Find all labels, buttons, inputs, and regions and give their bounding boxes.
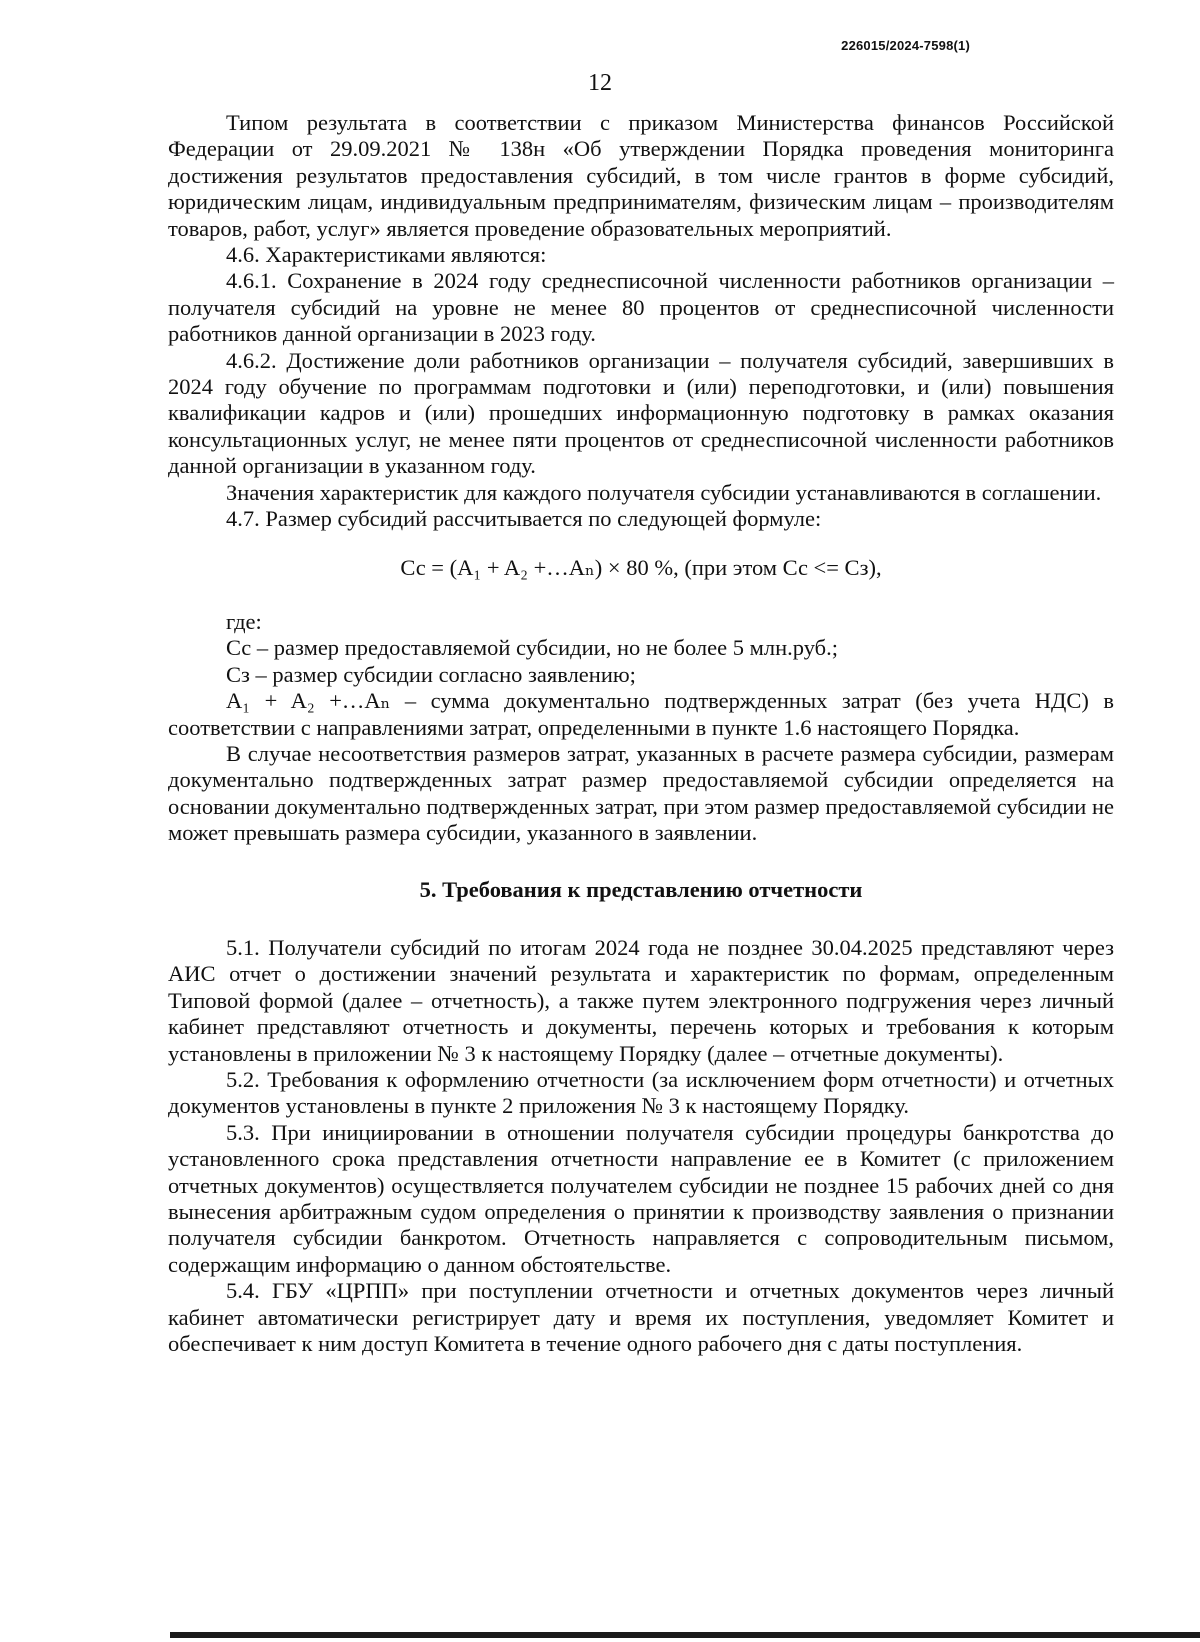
result-type-paragraph: Типом результата в соответствии с приказом Министерства финансов Российской Федерации от 29.09.2021 № 138н «Об утверждении Порядка проведения мониторинга достижения результатов предоставления субсидий, в том числе грантов в форме субсидий, юридическим лицам, индивидуальным предпринимателям, физическим лицам – производителям товаров, работ, услуг» является проведение образовательных мероприятий.: [168, 110, 1114, 241]
clause-5-2: 5.2. Требования к оформлению отчетности (за исключением форм отчетности) и отчетных документов установлены в пункте 2 приложения № 3 к настоящему Порядку.: [168, 1067, 1114, 1119]
clause-5-1: 5.1. Получатели субсидий по итогам 2024 года не позднее 30.04.2025 представляют через АИС отчет о достижении значений результата и характеристик по формам, определенным Типовой формой (далее – отчетность), а также путем электронного подгружения через личный кабинет представляют отчетность и документы, перечень которых и требования к которым установлены в приложении № 3 к настоящему Порядку (далее – отчетные документы).: [168, 934, 1114, 1066]
clause-4-6-1: 4.6.1. Сохранение в 2024 году среднесписочной численности работников организации – получателя субсидий на уровне не менее 80 процентов от среднесписочной численности работников данной организации в 2023 году.: [168, 268, 1114, 347]
clause-4-7: 4.7. Размер субсидий рассчитывается по следующей формуле:: [226, 506, 822, 532]
definition-cc: Сс – размер предоставляемой субсидии, но не более 5 млн.руб.;: [226, 635, 838, 661]
clause-4-6: 4.6. Характеристиками являются:: [226, 242, 547, 268]
characteristics-values-paragraph: Значения характеристик для каждого получателя субсидии устанавливаются в соглашении.: [226, 479, 1102, 505]
where-label: где:: [226, 608, 262, 634]
section-5-title: 5. Требования к представлению отчетности: [419, 876, 863, 902]
mismatch-paragraph: В случае несоответствия размеров затрат, указанных в расчете размера субсидии, размерам документально подтвержденных затрат размер предоставляемой субсидии определяется на основании документально подтвержденных затрат, при этом размер предоставляемой субсидии не может превышать размера субсидии, указанного в заявлении.: [168, 740, 1114, 846]
clause-5-3: 5.3. При инициировании в отношении получателя субсидии процедуры банкротства до установленного срока представления отчетности направление ее в Комитет (с приложением отчетных документов) осуществляется получателем субсидии не позднее 15 рабочих дней со дня вынесения арбитражным судом определения о принятии к производству заявления о признании получателя субсидии банкротом. Отчетность направляется с сопроводительным письмом, содержащим информацию о данном обстоятельстве.: [168, 1119, 1114, 1277]
definition-a-sum: A₁ + A₂ +…Aₙ – сумма документально подтвержденных затрат (без учета НДС) в соответствии с направлениями затрат, определенными в пункте 1.6 настоящего Порядка.: [168, 688, 1114, 740]
definition-cz: Сз – размер субсидии согласно заявлению;: [226, 661, 636, 687]
subsidy-formula: Сс = (A₁ + A₂ +…Aₙ) × 80 %, (при этом Сс <= Сз),: [400, 554, 882, 580]
page-number: 12: [588, 70, 612, 96]
document-body: [168, 110, 1114, 1357]
clause-5-4: 5.4. ГБУ «ЦРПП» при поступлении отчетности и отчетных документов через личный кабинет автоматически регистрирует дату и время их поступления, уведомляет Комитет и обеспечивает к ним доступ Комитета в течение одного рабочего дня с даты поступления.: [168, 1278, 1114, 1357]
clause-4-6-2: 4.6.2. Достижение доли работников организации – получателя субсидий, завершивших в 2024 году обучение по программам подготовки и (или) переподготовки, и (или) повышения квалификации кадров и (или) прошедших информационную подготовку в рамках оказания консультационных услуг, не менее пяти процентов от среднесписочной численности работников данной организации в указанном году.: [168, 347, 1114, 479]
scan-bottom-edge: [170, 1632, 1200, 1638]
document-number: 226015/2024-7598(1): [841, 38, 970, 53]
